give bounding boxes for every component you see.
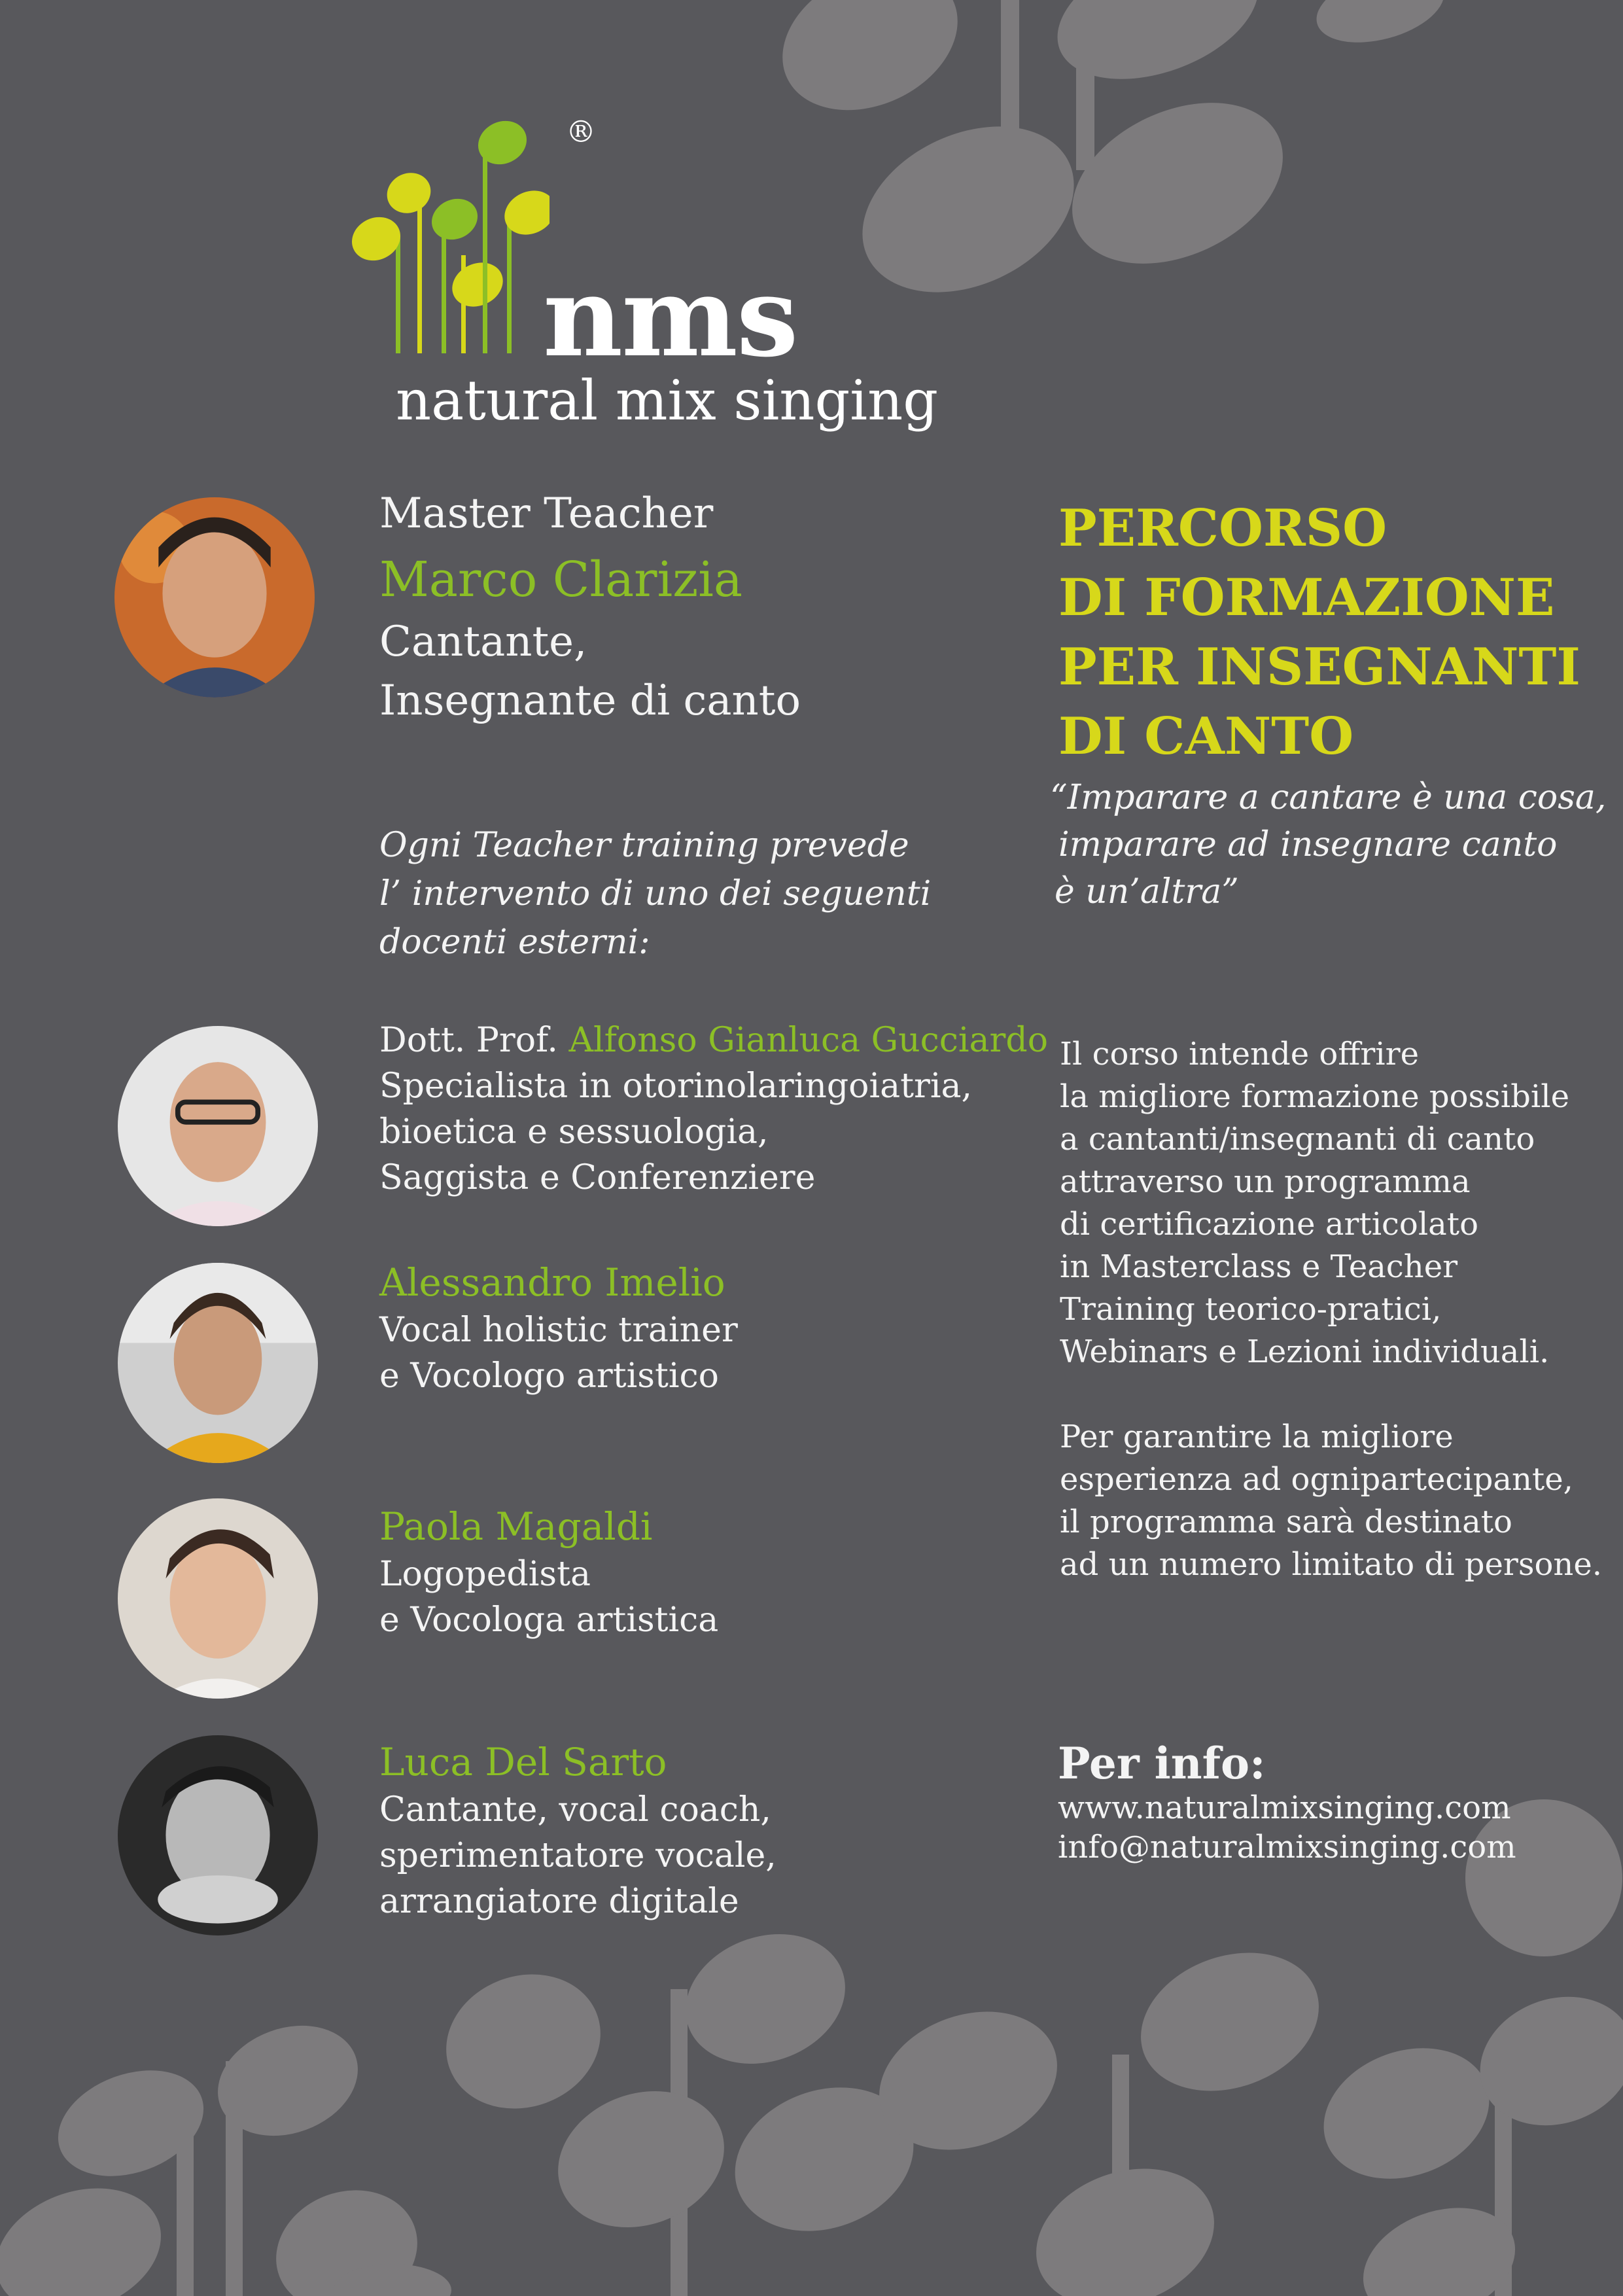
course-note-line2: esperienza ad ognipartecipante, <box>1060 1461 1573 1498</box>
master-title-line2: Insegnante di canto <box>379 677 801 725</box>
teacher-3-name: Paola Magaldi <box>379 1504 653 1549</box>
intro-line2: l’ intervento di uno dei seguenti <box>379 874 932 913</box>
teacher-1-line3: Saggista e Conferenziere <box>379 1158 816 1197</box>
teacher-2-line2: e Vocologo artistico <box>379 1356 719 1396</box>
sprout-notes-icon <box>340 111 550 360</box>
course-title-line4: DI CANTO <box>1058 707 1354 766</box>
info-heading: Per info: <box>1058 1738 1266 1789</box>
teacher-3-line2: e Vocologa artistica <box>379 1600 719 1640</box>
master-title-line1: Cantante, <box>379 618 587 666</box>
course-note-line3: il programma sarà destinato <box>1060 1504 1512 1540</box>
info-website-link[interactable]: www.naturalmixsinging.com <box>1058 1790 1511 1826</box>
intro-line3: docenti esterni: <box>379 923 650 962</box>
course-quote-line2: imparare ad insegnare canto <box>1058 825 1558 864</box>
course-desc-line8: Webinars e Lezioni individuali. <box>1060 1333 1550 1370</box>
course-note-line1: Per garantire la migliore <box>1060 1419 1454 1455</box>
course-title-line1: PERCORSO <box>1058 499 1387 558</box>
info-email-link[interactable]: info@naturalmixsinging.com <box>1058 1829 1516 1865</box>
brand-name: nms <box>543 252 797 381</box>
teacher-1-line1: Specialista in otorinolaringoiatria, <box>379 1067 973 1106</box>
master-role: Master Teacher <box>379 489 714 538</box>
teacher-photo-gucciardo <box>118 1026 318 1226</box>
teacher-3-line1: Logopedista <box>379 1555 591 1594</box>
teacher-photo-delsarto <box>118 1735 318 1935</box>
teacher-1-name: Alfonso Gianluca Gucciardo <box>568 1021 1048 1060</box>
teacher-2-line1: Vocal holistic trainer <box>379 1311 738 1350</box>
teacher-2-name: Alessandro Imelio <box>379 1260 725 1305</box>
teacher-1-prefix: Dott. Prof. <box>379 1021 569 1060</box>
brand-logo <box>340 111 939 438</box>
teacher-4-line2: sperimentatore vocale, <box>379 1836 777 1875</box>
registered-mark: ® <box>566 114 596 149</box>
teacher-4-name: Luca Del Sarto <box>379 1740 667 1784</box>
course-title-line2: DI FORMAZIONE <box>1058 568 1555 627</box>
course-title-line3: PER INSEGNANTI <box>1058 637 1580 697</box>
course-desc-line2: la migliore formazione possibile <box>1060 1078 1569 1115</box>
teacher-1-header <box>379 1017 1048 1063</box>
course-desc-line7: Training teorico-pratici, <box>1060 1291 1442 1328</box>
intro-line1: Ogni Teacher training prevede <box>379 826 909 865</box>
teacher-4-line3: arrangiatore digitale <box>379 1882 739 1921</box>
course-quote-line3: è un’altra” <box>1055 872 1239 911</box>
course-desc-line4: attraverso un programma <box>1060 1163 1471 1200</box>
course-note-line4: ad un numero limitato di persone. <box>1060 1546 1602 1583</box>
master-teacher-photo <box>114 497 315 698</box>
course-desc-line3: a cantanti/insegnanti di canto <box>1060 1121 1535 1157</box>
master-name: Marco Clarizia <box>379 552 742 608</box>
teacher-photo-magaldi <box>118 1498 318 1699</box>
course-desc-line1: Il corso intende offrire <box>1060 1036 1419 1072</box>
teacher-1-line2: bioetica e sessuologia, <box>379 1112 769 1152</box>
course-desc-line5: di certificazione articolato <box>1060 1206 1478 1243</box>
teacher-photo-imelio <box>118 1263 318 1463</box>
teacher-4-line1: Cantante, vocal coach, <box>379 1790 771 1829</box>
course-desc-line6: in Masterclass e Teacher <box>1060 1248 1458 1285</box>
brand-tagline: natural mix singing <box>396 368 939 433</box>
course-quote-line1: “Imparare a cantare è una cosa, <box>1050 778 1607 817</box>
